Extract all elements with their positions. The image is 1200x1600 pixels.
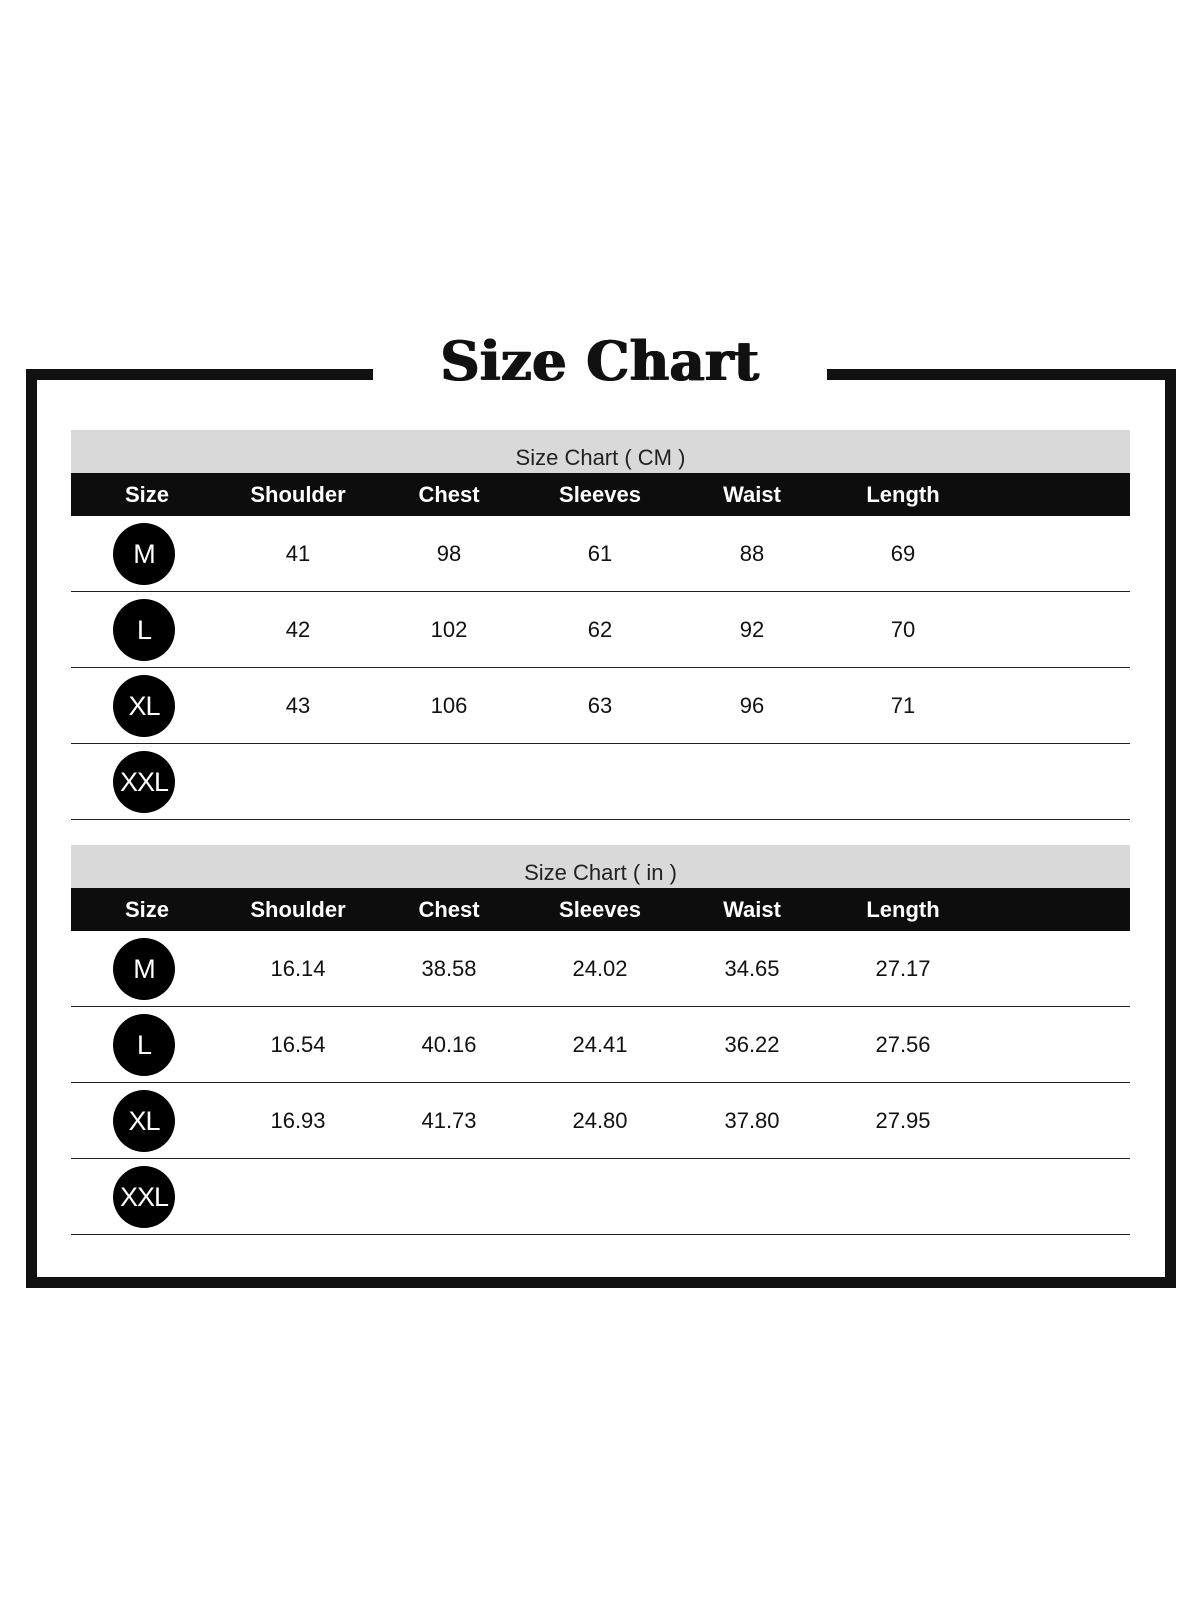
table-row — [71, 1083, 1130, 1159]
table-cell: 16.54 — [270, 1032, 326, 1057]
table-cell: 27.17 — [875, 956, 931, 981]
size-table-in — [71, 845, 1130, 1235]
table-cell: 62 — [587, 617, 613, 642]
table-cell: 27.95 — [875, 1108, 931, 1133]
header-shoulder: Shoulder — [250, 897, 346, 922]
header-waist: Waist — [723, 897, 781, 922]
table-cell: 61 — [587, 541, 613, 566]
table-row — [71, 516, 1130, 592]
header-waist: Waist — [723, 482, 781, 507]
size-badge: M — [113, 938, 175, 1000]
page-title: Size Chart — [440, 329, 760, 393]
table-cell: 36.22 — [724, 1032, 780, 1057]
table-row — [71, 1007, 1130, 1083]
table-cell: 102 — [430, 617, 468, 642]
table-cell: 98 — [436, 541, 462, 566]
table-cell: 63 — [587, 693, 613, 718]
table-row — [71, 668, 1130, 744]
table-cell: 24.41 — [572, 1032, 628, 1057]
table-cell: 34.65 — [724, 956, 780, 981]
size-badge: L — [113, 599, 175, 661]
header-chest: Chest — [418, 482, 480, 507]
table-body — [71, 516, 1130, 820]
table-cell: 24.80 — [572, 1108, 628, 1133]
table-cell: 92 — [739, 617, 765, 642]
table-cell: 43 — [285, 693, 311, 718]
header-shoulder: Shoulder — [250, 482, 346, 507]
table-row — [71, 931, 1130, 1007]
table-row — [71, 1159, 1130, 1235]
table-cell: 16.93 — [270, 1108, 326, 1133]
table-cell: 70 — [890, 617, 916, 642]
size-badge: XXL — [113, 1166, 175, 1228]
table-row — [71, 744, 1130, 820]
table-header — [71, 473, 1130, 516]
table-cell: 40.16 — [421, 1032, 477, 1057]
table-cell: 106 — [430, 693, 468, 718]
table-cell: 41.73 — [421, 1108, 477, 1133]
table-header — [71, 888, 1130, 931]
size-badge: XL — [113, 675, 175, 737]
size-table-cm — [71, 430, 1130, 820]
table-cell: 16.14 — [270, 956, 326, 981]
header-sleeves: Sleeves — [559, 897, 641, 922]
size-badge: M — [113, 523, 175, 585]
header-sleeves: Sleeves — [559, 482, 641, 507]
table-cell: 88 — [739, 541, 765, 566]
header-size: Size — [124, 482, 170, 507]
table-cell: 69 — [890, 541, 916, 566]
table-cell: 27.56 — [875, 1032, 931, 1057]
table-cell: 96 — [739, 693, 765, 718]
table-caption: Size Chart ( CM ) — [71, 430, 1130, 473]
header-length: Length — [866, 897, 940, 922]
table-cell: 24.02 — [572, 956, 628, 981]
header-length: Length — [866, 482, 940, 507]
table-cell: 41 — [285, 541, 311, 566]
header-chest: Chest — [418, 897, 480, 922]
size-badge: XL — [113, 1090, 175, 1152]
table-body — [71, 931, 1130, 1235]
table-cell: 37.80 — [724, 1108, 780, 1133]
table-cell: 71 — [890, 693, 916, 718]
size-badge: XXL — [113, 751, 175, 813]
table-cell: 38.58 — [421, 956, 477, 981]
table-cell: 42 — [285, 617, 311, 642]
table-row — [71, 592, 1130, 668]
table-caption: Size Chart ( in ) — [71, 845, 1130, 888]
header-size: Size — [124, 897, 170, 922]
size-badge: L — [113, 1014, 175, 1076]
